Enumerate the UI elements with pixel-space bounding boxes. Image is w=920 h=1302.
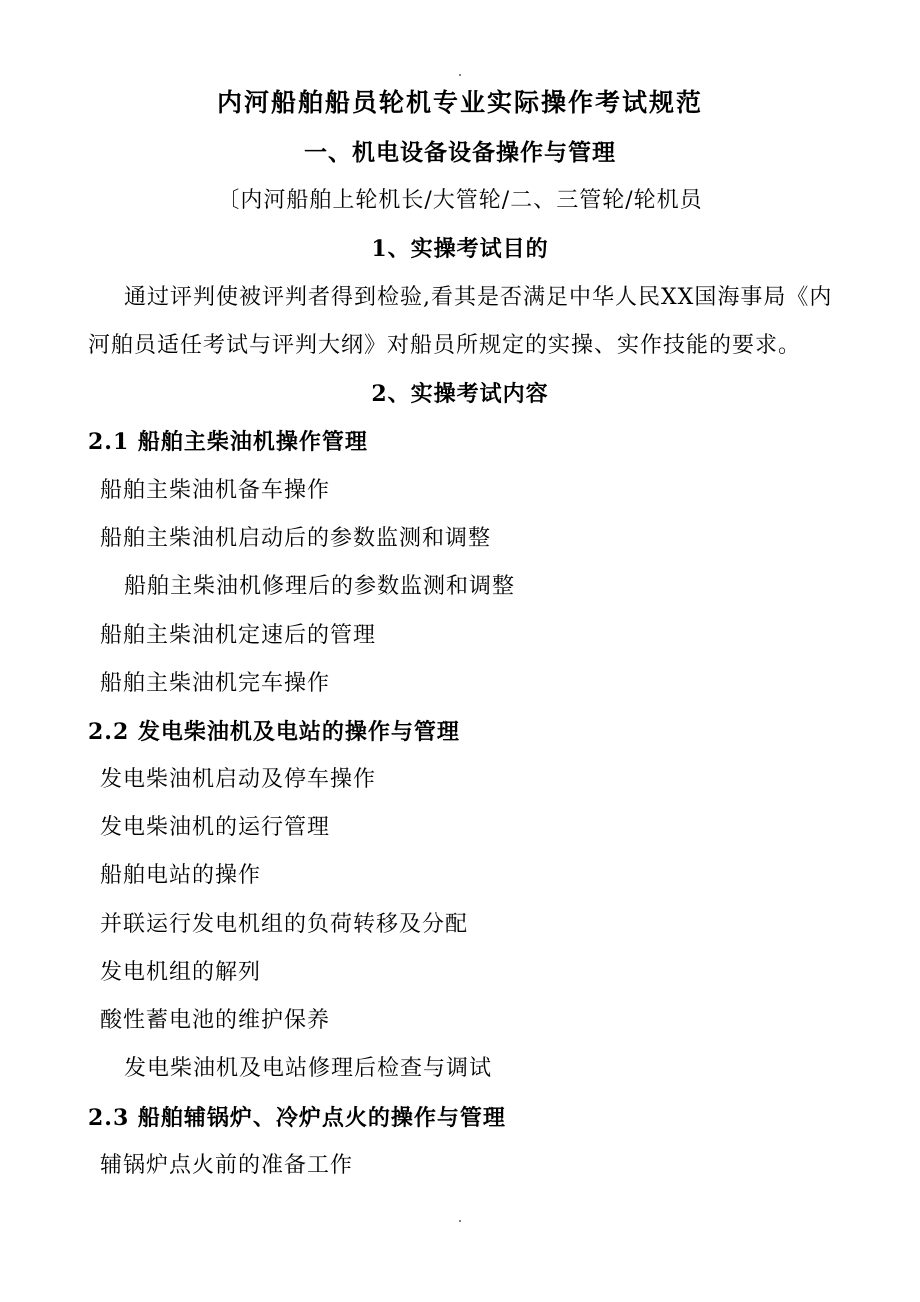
page-marker-bottom <box>459 1220 461 1222</box>
list-item: 船舶主柴油机修理后的参数监测和调整 <box>124 574 516 599</box>
list-item: 发电柴油机的运行管理 <box>100 815 331 840</box>
subsection-2-1-heading: 2.1 船舶主柴油机操作管理 <box>88 429 368 455</box>
list-item: 发电柴油机及电站修理后检查与调试 <box>124 1056 493 1081</box>
part-heading: 一、机电设备设备操作与管理 <box>304 139 616 166</box>
list-item: 辅锅炉点火前的准备工作 <box>100 1153 354 1178</box>
list-item: 酸性蓄电池的维护保养 <box>100 1008 331 1033</box>
section-1-heading: 1、实操考试目的 <box>371 236 549 262</box>
section-2-heading: 2、实操考试内容 <box>371 381 549 407</box>
applicable-ranks: 〔内河船舶上轮机长/大管轮/二、三管轮/轮机员 <box>217 188 703 213</box>
list-item: 发电柴油机启动及停车操作 <box>100 767 377 792</box>
document-title: 内河船舶船员轮机专业实际操作考试规范 <box>216 88 703 117</box>
list-item: 船舶主柴油机启动后的参数监测和调整 <box>100 526 492 551</box>
list-item: 发电机组的解列 <box>100 960 262 985</box>
list-item: 船舶电站的操作 <box>100 863 262 888</box>
list-item: 船舶主柴油机完车操作 <box>100 671 331 696</box>
section-1-paragraph-line: 河舶员适任考试与评判大纲》对船员所规定的实操、实作技能的要求。 <box>88 333 802 358</box>
page-marker-top <box>459 74 461 76</box>
list-item: 并联运行发电机组的负荷转移及分配 <box>100 912 469 937</box>
subsection-2-2-heading: 2.2 发电柴油机及电站的操作与管理 <box>88 719 460 745</box>
list-item: 船舶主柴油机定速后的管理 <box>100 623 377 648</box>
section-1-paragraph-line: 通过评判使被评判者得到检验,看其是否满足中华人民XX国海事局《内 <box>124 285 833 310</box>
subsection-2-3-heading: 2.3 船舶辅锅炉、冷炉点火的操作与管理 <box>88 1105 506 1131</box>
list-item: 船舶主柴油机备车操作 <box>100 478 331 503</box>
